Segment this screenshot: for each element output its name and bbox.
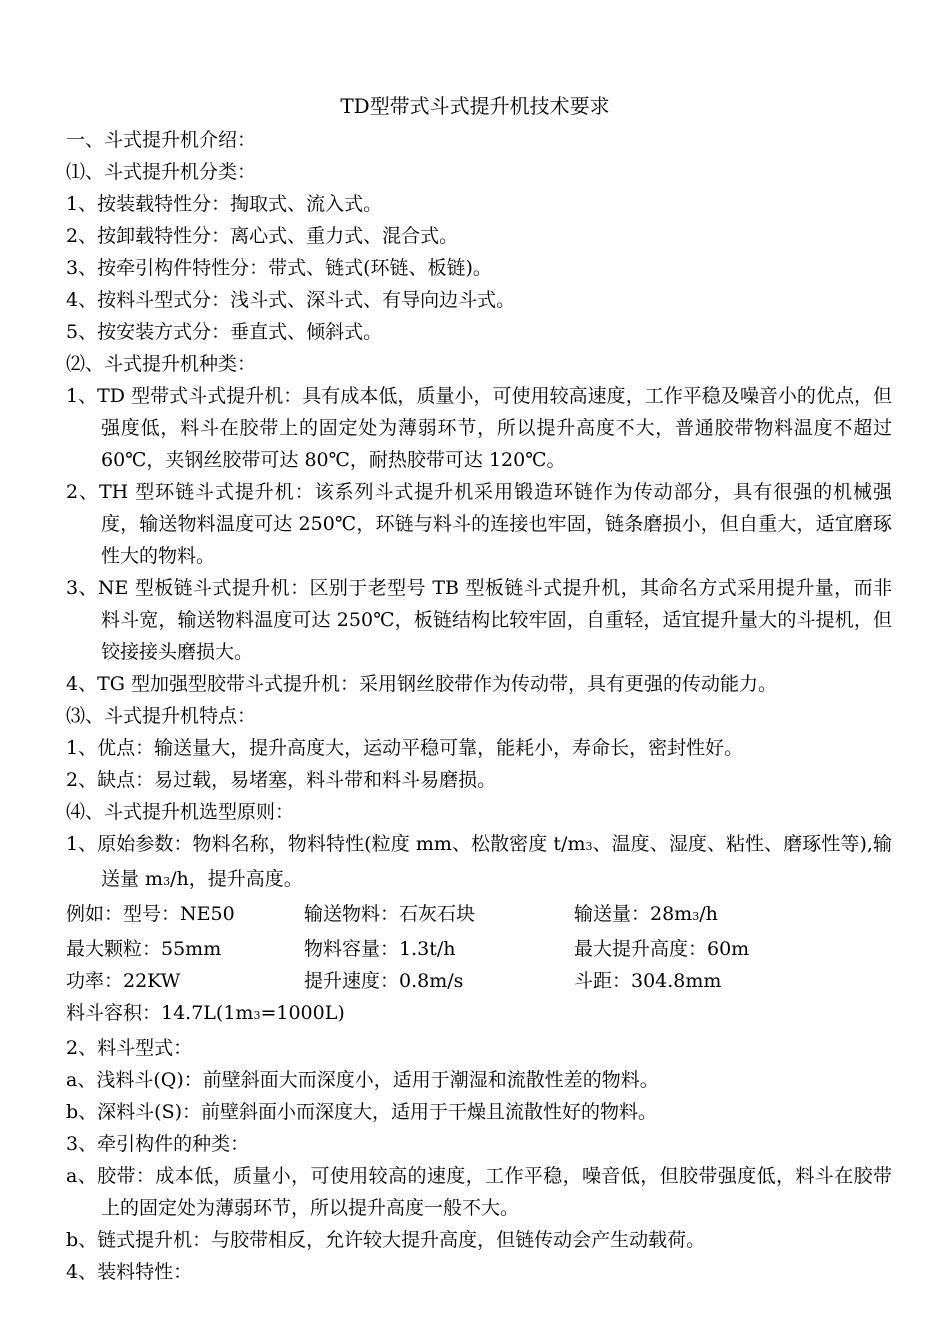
list-item: 1、优点：输送量大，提升高度大，运动平稳可靠，能耗小，寿命长，密封性好。 xyxy=(66,737,744,759)
example-cell: 最大提升高度：60m xyxy=(574,938,750,960)
example-cell: 例如：型号：NE50 xyxy=(66,903,235,925)
list-item: 1、TD 型带式斗式提升机：具有成本低，质量小，可使用较高速度，工作平稳及噪音小的优点，但强度低，料斗在胶带上的固定处为薄弱环节，所以提升高度不大，普通胶带物料温度不超过 60℃，夹钢丝胶带可达 80℃，耐热胶带可达 120℃。 xyxy=(66,385,892,471)
text-run: 输送量：28m xyxy=(574,903,693,925)
superscript: 3 xyxy=(692,910,700,923)
text-run: =1000L) xyxy=(260,1002,345,1024)
list-item: a、浅料斗(Q)：前壁斜面大而深度小，适用于潮湿和流散性差的物料。 xyxy=(66,1069,659,1091)
example-row xyxy=(66,997,892,1032)
text-run: /h xyxy=(699,903,718,925)
list-item: 3、按牵引构件特性分：带式、链式(环链、板链)。 xyxy=(66,257,492,279)
superscript: 3 xyxy=(585,840,593,853)
example-cell xyxy=(574,898,874,933)
document-body xyxy=(66,124,892,1288)
subsection-heading: ⑶、斗式提升机特点： xyxy=(66,705,257,727)
example-row xyxy=(66,933,892,965)
text-run: 1、原始参数：物料名称，物料特性(粒度 mm、松散密度 t/m xyxy=(66,833,586,855)
list-item: a、胶带：成本低，质量小，可使用较高的速度，工作平稳，噪音低，但胶带强度低，料斗在胶带上的固定处为薄弱环节，所以提升高度一般不大。 xyxy=(66,1165,892,1219)
example-row xyxy=(66,965,892,997)
subsection-heading: ⑴、斗式提升机分类： xyxy=(66,161,257,183)
list-item: b、链式提升机：与胶带相反，允许较大提升高度，但链传动会产生动载荷。 xyxy=(66,1229,706,1251)
list-item: 4、按料斗型式分：浅斗式、深斗式、有导向边斗式。 xyxy=(66,289,516,311)
list-item: 4、装料特性： xyxy=(66,1261,193,1283)
subsection-heading: ⑷、斗式提升机选型原则： xyxy=(66,801,295,823)
list-item: 2、缺点：易过载，易堵塞，料斗带和料斗易磨损。 xyxy=(66,769,497,791)
list-item: b、深料斗(S)：前壁斜面小而深度大，适用于干燥且流散性好的物料。 xyxy=(66,1101,658,1123)
example-cell: 斗距：304.8mm xyxy=(574,970,722,992)
section-heading: 一、斗式提升机介绍： xyxy=(66,129,257,151)
example-cell: 功率：22KW xyxy=(66,970,181,992)
list-item: 2、料斗型式： xyxy=(66,1037,193,1059)
list-item: 4、TG 型加强型胶带斗式提升机：采用钢丝胶带作为传动带，具有更强的传动能力。 xyxy=(66,673,777,695)
example-cell: 最大颗粒：55mm xyxy=(66,938,222,960)
subsection-heading: ⑵、斗式提升机种类： xyxy=(66,353,257,375)
list-item: 1、按装载特性分：掏取式、流入式。 xyxy=(66,193,383,215)
text-run: /h，提升高度。 xyxy=(170,868,303,890)
example-cell: 输送物料：石灰石块 xyxy=(304,903,476,925)
text-run: 、温度、湿度、粘性、磨琢性等),输送量 m xyxy=(101,833,893,890)
list-item: 3、NE 型板链斗式提升机：区别于老型号 TB 型板链斗式提升机，其命名方式采用提升量，而非料斗宽，输送物料温度可达 250℃，板链结构比较牢固，自重轻，适宜提升量大的斗提机，但铰接接头磨损大。 xyxy=(66,577,892,663)
superscript: 3 xyxy=(253,1009,261,1022)
superscript: 3 xyxy=(163,875,171,888)
text-run: 料斗容积：14.7L(1m xyxy=(66,1002,254,1024)
list-item: 2、按卸载特性分：离心式、重力式、混合式。 xyxy=(66,225,459,247)
list-item: 5、按安装方式分：垂直式、倾斜式。 xyxy=(66,321,383,343)
list-item: 2、TH 型环链斗式提升机：该系列斗式提升机采用锻造环链作为传动部分，具有很强的机械强度，输送物料温度可达 250℃，环链与料斗的连接也牢固，链条磨损小，但自重大，适宜磨琢性大的物料。 xyxy=(66,481,892,567)
list-item: 3、牵引构件的种类： xyxy=(66,1133,250,1155)
example-cell: 物料容量：1.3t/h xyxy=(304,938,456,960)
example-cell: 提升速度：0.8m/s xyxy=(304,970,464,992)
document-title: TD型带式斗式提升机技术要求 xyxy=(340,94,610,118)
example-row xyxy=(66,898,892,933)
list-item xyxy=(66,828,892,898)
